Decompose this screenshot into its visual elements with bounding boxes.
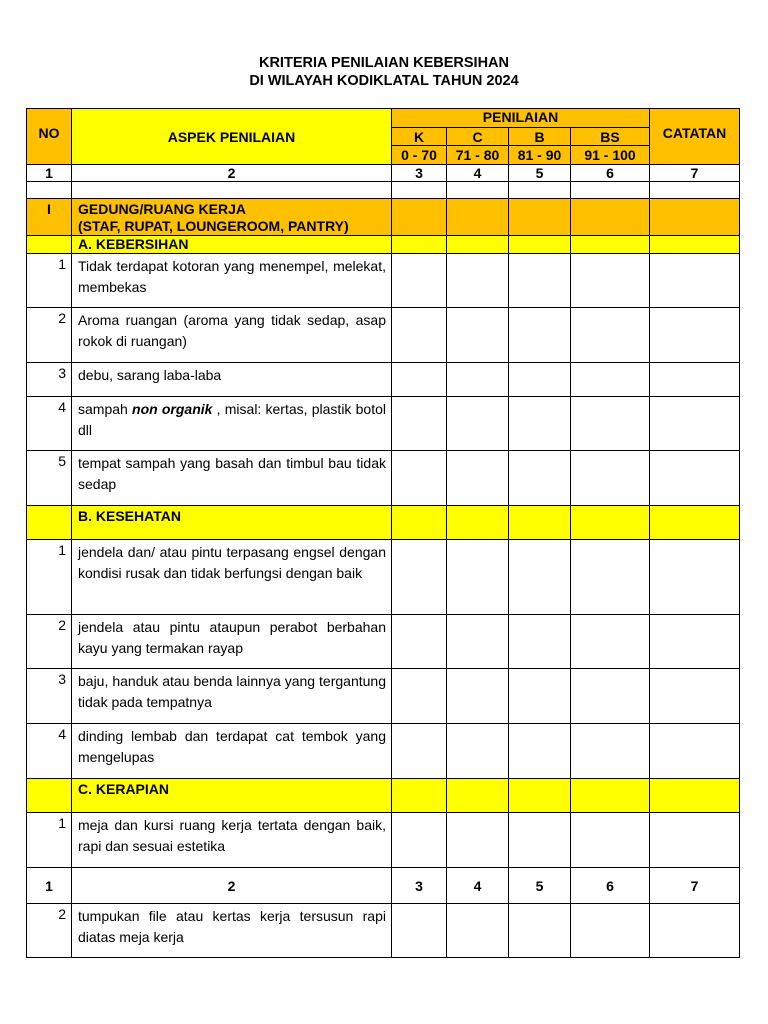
column-number: 4 — [447, 165, 509, 182]
score-cell[interactable] — [447, 254, 509, 308]
score-cell[interactable] — [447, 904, 509, 958]
score-cell[interactable] — [392, 363, 447, 397]
score-cell[interactable] — [392, 724, 447, 779]
grade-range-k: 0 - 70 — [392, 146, 447, 165]
score-cell[interactable] — [392, 669, 447, 724]
group-row — [27, 506, 740, 540]
column-number: 5 — [509, 868, 571, 904]
item-number: 3 — [27, 363, 72, 397]
header-no: NO — [27, 109, 72, 165]
item-text-emphasis: non organik — [132, 401, 213, 417]
score-cell[interactable] — [509, 669, 571, 724]
column-number: 5 — [509, 165, 571, 182]
score-cell[interactable] — [571, 540, 650, 615]
notes-cell[interactable] — [650, 363, 740, 397]
column-number: 3 — [392, 165, 447, 182]
header-catatan: CATATAN — [650, 109, 740, 165]
column-number: 4 — [447, 868, 509, 904]
score-cell[interactable] — [571, 363, 650, 397]
header-aspek: ASPEK PENILAIAN — [72, 109, 392, 165]
item-text: debu, sarang laba-laba — [72, 363, 392, 397]
score-cell[interactable] — [571, 813, 650, 868]
grade-label-b: B — [509, 128, 571, 146]
score-cell[interactable] — [392, 397, 447, 451]
column-number-row — [27, 868, 740, 904]
table-row — [27, 540, 740, 615]
score-cell[interactable] — [509, 254, 571, 308]
table-row — [27, 254, 740, 308]
column-number: 2 — [72, 868, 392, 904]
item-text: Aroma ruangan (aroma yang tidak sedap, asap rokok di ruangan) — [72, 308, 392, 363]
group-title-kebersihan: A. KEBERSIHAN — [72, 236, 392, 254]
score-cell[interactable] — [571, 254, 650, 308]
table-row — [27, 308, 740, 363]
score-cell[interactable] — [509, 451, 571, 506]
item-number: 2 — [27, 904, 72, 958]
score-cell[interactable] — [571, 451, 650, 506]
item-text: jendela dan/ atau pintu terpasang engsel dengan kondisi rusak dan tidak berfungsi dengan baik — [72, 540, 392, 615]
column-number: 6 — [571, 165, 650, 182]
notes-cell[interactable] — [650, 615, 740, 669]
grade-label-bs: BS — [571, 128, 650, 146]
score-cell[interactable] — [571, 669, 650, 724]
column-number: 7 — [650, 165, 740, 182]
column-number: 7 — [650, 868, 740, 904]
score-cell[interactable] — [447, 813, 509, 868]
item-text: meja dan kursi ruang kerja tertata dengan baik, rapi dan sesuai estetika — [72, 813, 392, 868]
section-number: I — [27, 199, 72, 236]
document-title — [0, 54, 768, 90]
score-cell[interactable] — [392, 540, 447, 615]
notes-cell[interactable] — [650, 451, 740, 506]
column-number: 1 — [27, 165, 72, 182]
column-number-row — [27, 165, 740, 182]
item-text: Tidak terdapat kotoran yang menempel, melekat, membekas — [72, 254, 392, 308]
notes-cell[interactable] — [650, 308, 740, 363]
column-number: 2 — [72, 165, 392, 182]
table-row — [27, 363, 740, 397]
header-penilaian: PENILAIAN — [392, 109, 650, 128]
item-number: 4 — [27, 724, 72, 779]
table-row — [27, 669, 740, 724]
item-text — [72, 397, 392, 451]
score-cell[interactable] — [571, 308, 650, 363]
group-row — [27, 236, 740, 254]
section-title — [72, 199, 392, 236]
item-number: 4 — [27, 397, 72, 451]
score-cell[interactable] — [447, 669, 509, 724]
item-text: dinding lembab dan terdapat cat tembok yang mengelupas — [72, 724, 392, 779]
grade-label-k: K — [392, 128, 447, 146]
item-text: tempat sampah yang basah dan timbul bau tidak sedap — [72, 451, 392, 506]
column-number: 1 — [27, 868, 72, 904]
item-number: 5 — [27, 451, 72, 506]
item-number: 1 — [27, 813, 72, 868]
table-row — [27, 724, 740, 779]
table-row — [27, 813, 740, 868]
score-cell[interactable] — [392, 813, 447, 868]
score-cell[interactable] — [392, 904, 447, 958]
section-row — [27, 199, 740, 236]
score-cell[interactable] — [571, 904, 650, 958]
item-text-start: sampah — [78, 401, 133, 417]
score-cell[interactable] — [447, 724, 509, 779]
group-row — [27, 779, 740, 813]
notes-cell[interactable] — [650, 724, 740, 779]
column-number: 6 — [571, 868, 650, 904]
group-title-kesehatan: B. KESEHATAN — [72, 506, 392, 540]
score-cell[interactable] — [447, 615, 509, 669]
score-cell[interactable] — [447, 363, 509, 397]
score-cell[interactable] — [392, 254, 447, 308]
title-line-1: KRITERIA PENILAIAN KEBERSIHAN — [258, 55, 509, 71]
assessment-table — [26, 108, 740, 958]
score-cell[interactable] — [392, 451, 447, 506]
score-cell[interactable] — [509, 397, 571, 451]
column-number: 3 — [392, 868, 447, 904]
score-cell[interactable] — [509, 724, 571, 779]
score-cell[interactable] — [509, 363, 571, 397]
score-cell[interactable] — [509, 308, 571, 363]
score-cell[interactable] — [571, 397, 650, 451]
score-cell[interactable] — [392, 615, 447, 669]
grade-label-c: C — [447, 128, 509, 146]
table-row — [27, 904, 740, 958]
title-line-2: DI WILAYAH KODIKLATAL TAHUN 2024 — [249, 73, 519, 89]
item-text: baju, handuk atau benda lainnya yang tergantung tidak pada tempatnya — [72, 669, 392, 724]
score-cell[interactable] — [392, 308, 447, 363]
item-text: tumpukan file atau kertas kerja tersusun rapi diatas meja kerja — [72, 904, 392, 958]
table-row — [27, 397, 740, 451]
grade-range-bs: 91 - 100 — [571, 146, 650, 165]
item-number: 1 — [27, 540, 72, 615]
score-cell[interactable] — [509, 904, 571, 958]
table-row — [27, 451, 740, 506]
item-number: 1 — [27, 254, 72, 308]
score-cell[interactable] — [447, 451, 509, 506]
section-title-line-2: (STAF, RUPAT, LOUNGEROOM, PANTRY) — [78, 218, 349, 234]
table-row — [27, 615, 740, 669]
section-title-line-1: GEDUNG/RUANG KERJA — [78, 201, 247, 217]
notes-cell[interactable] — [650, 669, 740, 724]
item-number: 2 — [27, 615, 72, 669]
notes-cell[interactable] — [650, 540, 740, 615]
spacer-row — [27, 182, 740, 199]
notes-cell[interactable] — [650, 254, 740, 308]
grade-range-c: 71 - 80 — [447, 146, 509, 165]
item-number: 3 — [27, 669, 72, 724]
score-cell[interactable] — [509, 813, 571, 868]
item-text-end: , misal: kertas, plastik botol dll — [78, 401, 386, 438]
score-cell[interactable] — [447, 397, 509, 451]
group-title-kerapian: C. KERAPIAN — [72, 779, 392, 813]
score-cell[interactable] — [571, 615, 650, 669]
item-text: jendela atau pintu ataupun perabot berbahan kayu yang termakan rayap — [72, 615, 392, 669]
score-cell[interactable] — [571, 724, 650, 779]
score-cell[interactable] — [509, 540, 571, 615]
item-number: 2 — [27, 308, 72, 363]
score-cell[interactable] — [509, 615, 571, 669]
notes-cell[interactable] — [650, 813, 740, 868]
notes-cell[interactable] — [650, 904, 740, 958]
notes-cell[interactable] — [650, 397, 740, 451]
grade-range-b: 81 - 90 — [509, 146, 571, 165]
score-cell[interactable] — [447, 540, 509, 615]
score-cell[interactable] — [447, 308, 509, 363]
